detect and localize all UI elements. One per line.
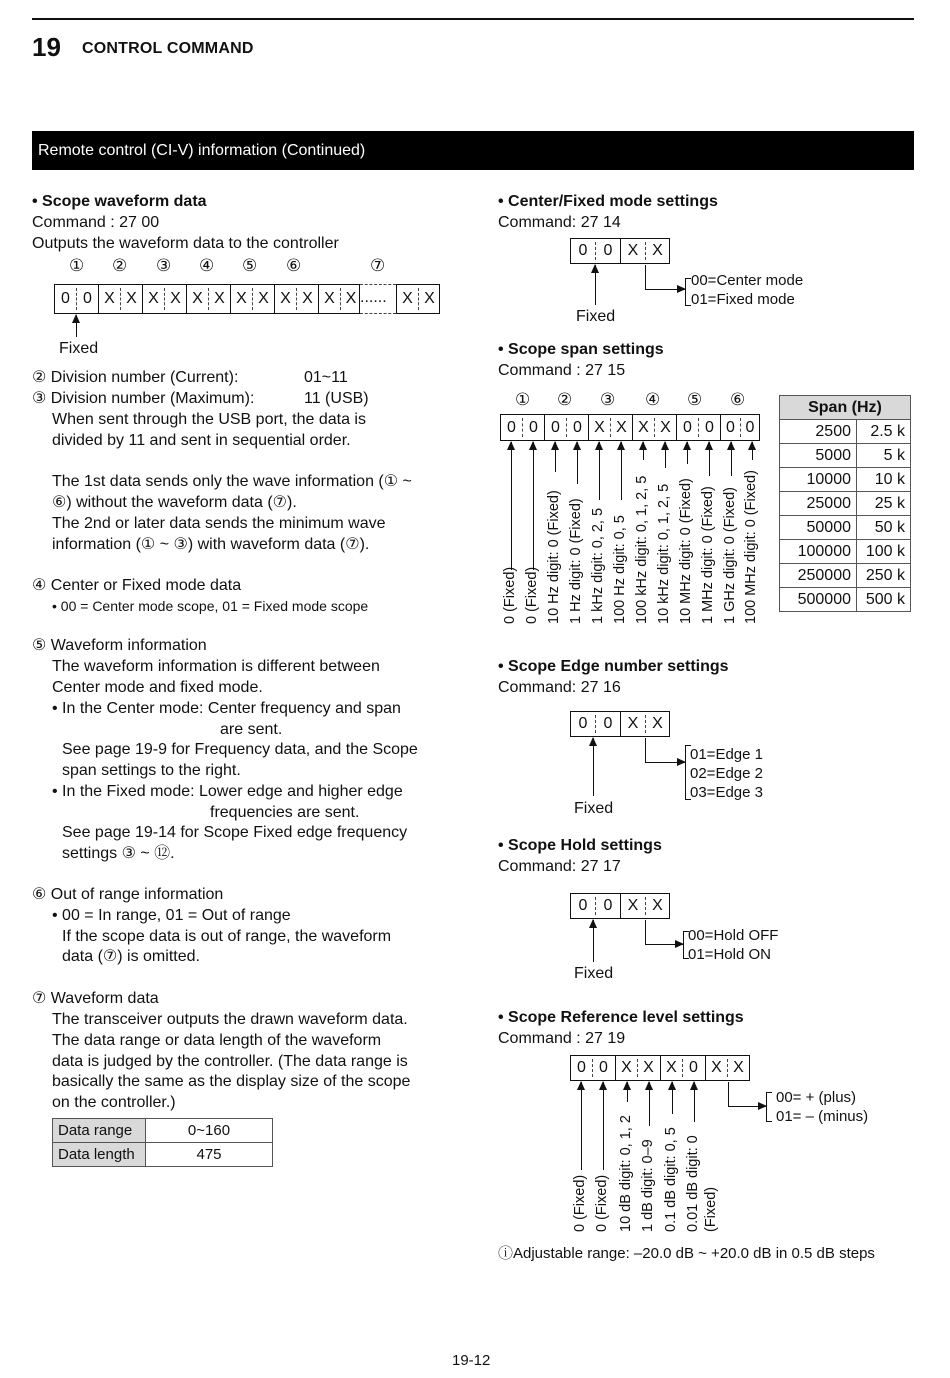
center-fixed-mode-title: • Center/Fixed mode settings [498,193,718,210]
cell: X [345,290,357,307]
cell: 0 [603,715,613,732]
table-cell: 2500 [780,420,857,444]
fixed-arrow [595,265,596,305]
table-cell: 5000 [780,444,857,468]
circled-6: ⑥ [730,390,746,409]
option-text: 01= – (minus) [776,1108,869,1125]
usb-line: When sent through the USB port, the data is [52,411,366,428]
cell: 0 [507,419,516,436]
ref-title: • Scope Reference level settings [498,1009,744,1026]
ref-arrow [627,1082,628,1102]
ref-label: 10 dB digit: 0, 1, 2 [618,1115,634,1232]
span-arrow [709,442,710,476]
ref-label: 1 dB digit: 0–9 [640,1139,656,1232]
wave-info-label: ⑤ Waveform information [32,637,207,654]
center-fixed-label: ④ Center or Fixed mode data [32,577,242,594]
division-max-label: ③ Division number (Maximum): [32,390,255,407]
table-cell: 10 k [857,468,911,492]
data-range-table [52,1118,273,1167]
cell: 0 [577,1059,586,1076]
option-arrow [645,944,683,945]
cell: X [214,290,225,307]
wave-info-line: See page 19-14 for Scope Fixed edge frequency [62,824,408,841]
table-row [780,564,911,588]
span-table-header: Span (Hz) [780,396,911,420]
table-cell: 250 k [857,564,911,588]
cell: X [126,290,137,307]
center-fixed-mode-command: Command: 27 14 [498,214,621,231]
table-cell: 500000 [780,588,857,612]
span-arrow [599,442,600,500]
edge-byte-box [570,711,670,737]
fixed-label: Fixed [574,800,614,817]
cell: X [148,290,159,307]
span-table [779,395,911,612]
cell: X [652,242,663,259]
wave-info-line: • In the Fixed mode: Lower edge and higher edge [52,783,403,800]
section-banner [32,131,914,170]
cell: X [104,290,115,307]
table-cell: 2.5 k [857,420,911,444]
division-current-label: ② Division number (Current): [32,369,239,386]
span-label: 100 MHz digit: 0 (Fixed) [743,470,759,624]
span-label: 10 Hz digit: 0 (Fixed) [546,490,562,624]
wave-info-line: frequencies are sent. [210,804,360,821]
cell: X [324,290,335,307]
fixed-label: Fixed [576,308,616,325]
ref-arrow [603,1082,604,1170]
span-arrow [511,442,512,570]
cell: X [258,290,269,307]
hold-command: Command: 27 17 [498,858,621,875]
table-cell: 25000 [780,492,857,516]
cell: 0 [745,419,755,436]
table-cell: 475 [146,1143,273,1167]
table-cell: 100000 [780,540,857,564]
span-arrow [577,442,578,484]
wave-data-line: data is judged by the controller. (The data range is [52,1053,408,1070]
option-text: 01=Edge 1 [690,746,763,763]
cell: X [652,715,663,732]
ref-label: (Fixed) [703,1186,719,1232]
cell: X [424,290,435,307]
waveform-last-byte [396,284,440,314]
span-label: 1 Hz digit: 0 (Fixed) [568,498,584,624]
division-max-value: 11 (USB) [304,390,369,407]
span-arrow [752,442,753,460]
ref-command: Command : 27 19 [498,1030,626,1047]
span-arrow [731,442,732,476]
adjustable-range-note: ⓘAdjustable range: –20.0 dB ~ +20.0 dB in 0.5 dB steps [498,1245,875,1262]
ref-byte-box [570,1055,750,1081]
table-row [780,588,911,612]
ref-label: 0.1 dB digit: 0, 5 [663,1127,679,1232]
span-label: 100 kHz digit: 0, 1, 2, 5 [634,475,650,624]
span-label: 1 kHz digit: 0, 2, 5 [590,507,606,624]
table-cell: 100 k [857,540,911,564]
table-row [780,444,911,468]
cell: X [594,419,605,436]
ref-label: 0 (Fixed) [594,1174,610,1232]
hold-title: • Scope Hold settings [498,837,662,854]
edge-title: • Scope Edge number settings [498,658,729,675]
out-of-range-line: • 00 = In range, 01 = Out of range [52,907,291,924]
wave-data-line: on the controller.) [52,1094,176,1111]
cell: X [192,290,203,307]
option-text: 01=Fixed mode [691,291,795,308]
table-row [780,492,911,516]
circled-7: ⑦ [370,256,386,275]
wave-data-line: The data range or data length of the waveform [52,1032,382,1049]
cell: 0 [578,897,588,914]
span-byte-box [500,414,760,441]
span-label: 0 (Fixed) [524,566,540,624]
wave-data-line: basically the same as the display size of the scope [52,1073,411,1090]
circled-1: ① [515,390,531,409]
table-cell: 5 k [857,444,911,468]
wave-info-line: Center mode and fixed mode. [52,679,263,696]
cell: X [666,1059,677,1076]
cell: X [302,290,313,307]
waveform-command: Command : 27 00 [32,214,160,231]
cell: X [643,1059,654,1076]
span-label: 100 Hz digit: 0, 5 [612,515,628,624]
circled-4: ④ [645,390,661,409]
circled-2: ② [112,256,128,275]
span-label: 1 GHz digit: 0 (Fixed) [722,487,738,624]
span-arrow [687,442,688,464]
ref-label: 0.01 dB digit: 0 [685,1135,701,1232]
chapter-number: 19 [32,32,61,62]
circled-6: ⑥ [286,256,302,275]
cell: X [711,1059,722,1076]
cell: X [170,290,181,307]
wave-data-label: ⑦ Waveform data [32,990,159,1007]
table-row [780,516,911,540]
span-command: Command : 27 15 [498,362,626,379]
table-row [780,420,911,444]
span-title: • Scope span settings [498,341,664,358]
waveform-byte-box [54,284,360,314]
center-fixed-byte-box [570,238,670,264]
cell: 0 [578,715,588,732]
fixed-label: Fixed [59,340,99,357]
cell: 0 [683,419,692,436]
cell: X [660,419,671,436]
cell: 0 [551,419,560,436]
data-line: ⑥) without the waveform data (⑦). [52,494,297,511]
wave-info-line: settings ③ ~ ⑫. [62,845,175,862]
cell: 0 [603,242,613,259]
fixed-arrow [593,920,594,962]
cell: 0 [529,419,538,436]
circled-1: ① [69,256,85,275]
table-cell: 10000 [780,468,857,492]
option-text: 02=Edge 2 [690,765,763,782]
table-cell: 25 k [857,492,911,516]
table-row [53,1143,273,1167]
data-line: information (① ~ ③) with waveform data (⑦). [52,536,370,553]
table-cell: 250000 [780,564,857,588]
waveform-desc: Outputs the waveform data to the controller [32,235,339,252]
table-row [780,540,911,564]
cell: X [638,419,649,436]
page-number: 19-12 [452,1352,491,1369]
option-text: 03=Edge 3 [690,784,763,801]
cell: X [280,290,291,307]
circled-5: ⑤ [687,390,703,409]
cell: 0 [578,242,588,259]
hold-byte-box [570,893,670,919]
header-rule [32,18,914,20]
ref-arrow [581,1082,582,1170]
table-cell: Data range [53,1119,146,1143]
out-of-range-line: data (⑦) is omitted. [62,948,200,965]
table-row [53,1119,273,1143]
center-fixed-note: • 00 = Center mode scope, 01 = Fixed mode scope [52,598,369,614]
option-arrow [728,1106,766,1107]
option-arrow [645,762,685,763]
data-line: The 1st data sends only the wave information (① ~ [52,473,412,490]
usb-line: divided by 11 and sent in sequential order. [52,432,351,449]
cell: 0 [83,290,92,307]
ref-arrow [672,1082,673,1114]
waveform-title: • Scope waveform data [32,193,207,210]
span-label: 1 MHz digit: 0 (Fixed) [700,486,716,624]
circled-3: ③ [156,256,172,275]
span-arrow [665,442,666,468]
table-cell: 50 k [857,516,911,540]
wave-info-line: are sent. [220,721,283,738]
cell: X [733,1059,744,1076]
wave-data-line: The transceiver outputs the drawn waveform data. [52,1011,408,1028]
circled-5: ⑤ [242,256,258,275]
circled-4: ④ [199,256,215,275]
span-arrow [533,442,534,570]
ref-arrow [649,1082,650,1126]
banner-text: Remote control (CI-V) information (Continued) [38,142,366,159]
data-line: The 2nd or later data sends the minimum wave [52,515,386,532]
span-label: 10 MHz digit: 0 (Fixed) [678,478,694,624]
cell: X [627,242,639,259]
out-of-range-line: If the scope data is out of range, the waveform [62,928,392,945]
table-cell: 50000 [780,516,857,540]
wave-info-line: • In the Center mode: Center frequency and span [52,700,401,717]
cell: X [621,1059,632,1076]
ellipsis: ...... [360,289,387,306]
out-of-range-label: ⑥ Out of range information [32,886,224,903]
option-text: 00=Hold OFF [688,927,779,944]
span-arrow [643,442,644,460]
cell: X [402,290,413,307]
fixed-arrow [76,315,77,337]
ref-label: 0 (Fixed) [572,1174,588,1232]
span-label: 10 kHz digit: 0, 1, 2, 5 [656,483,672,624]
table-cell: 0~160 [146,1119,273,1143]
wave-info-line: See page 19-9 for Frequency data, and the Scope [62,741,418,758]
wave-info-line: span settings to the right. [62,762,241,779]
wave-info-line: The waveform information is different between [52,658,380,675]
option-text: 00= + (plus) [776,1089,857,1106]
cell: 0 [705,419,714,436]
edge-command: Command: 27 16 [498,679,621,696]
span-arrow [555,442,556,472]
cell: X [616,419,627,436]
cell: X [236,290,247,307]
option-arrow [645,289,685,290]
span-label: 0 (Fixed) [502,566,518,624]
circled-2: ② [557,390,573,409]
division-current-value: 01~11 [304,369,348,386]
cell: X [652,897,663,914]
table-row [780,396,911,420]
cell: 0 [689,1059,698,1076]
cell: 0 [603,897,613,914]
table-cell: Data length [53,1143,146,1167]
cell: X [627,897,639,914]
table-row [780,468,911,492]
cell: 0 [726,419,735,436]
span-arrow [621,442,622,500]
chapter-title: CONTROL COMMAND [82,40,254,57]
cell: X [627,715,639,732]
fixed-arrow [593,738,594,796]
option-text: 01=Hold ON [688,946,771,963]
ref-arrow [694,1082,695,1122]
table-cell: 500 k [857,588,911,612]
circled-3: ③ [600,390,616,409]
option-text: 00=Center mode [691,272,804,289]
cell: 0 [599,1059,608,1076]
fixed-label: Fixed [574,965,614,982]
cell: 0 [61,290,70,307]
cell: 0 [573,419,582,436]
